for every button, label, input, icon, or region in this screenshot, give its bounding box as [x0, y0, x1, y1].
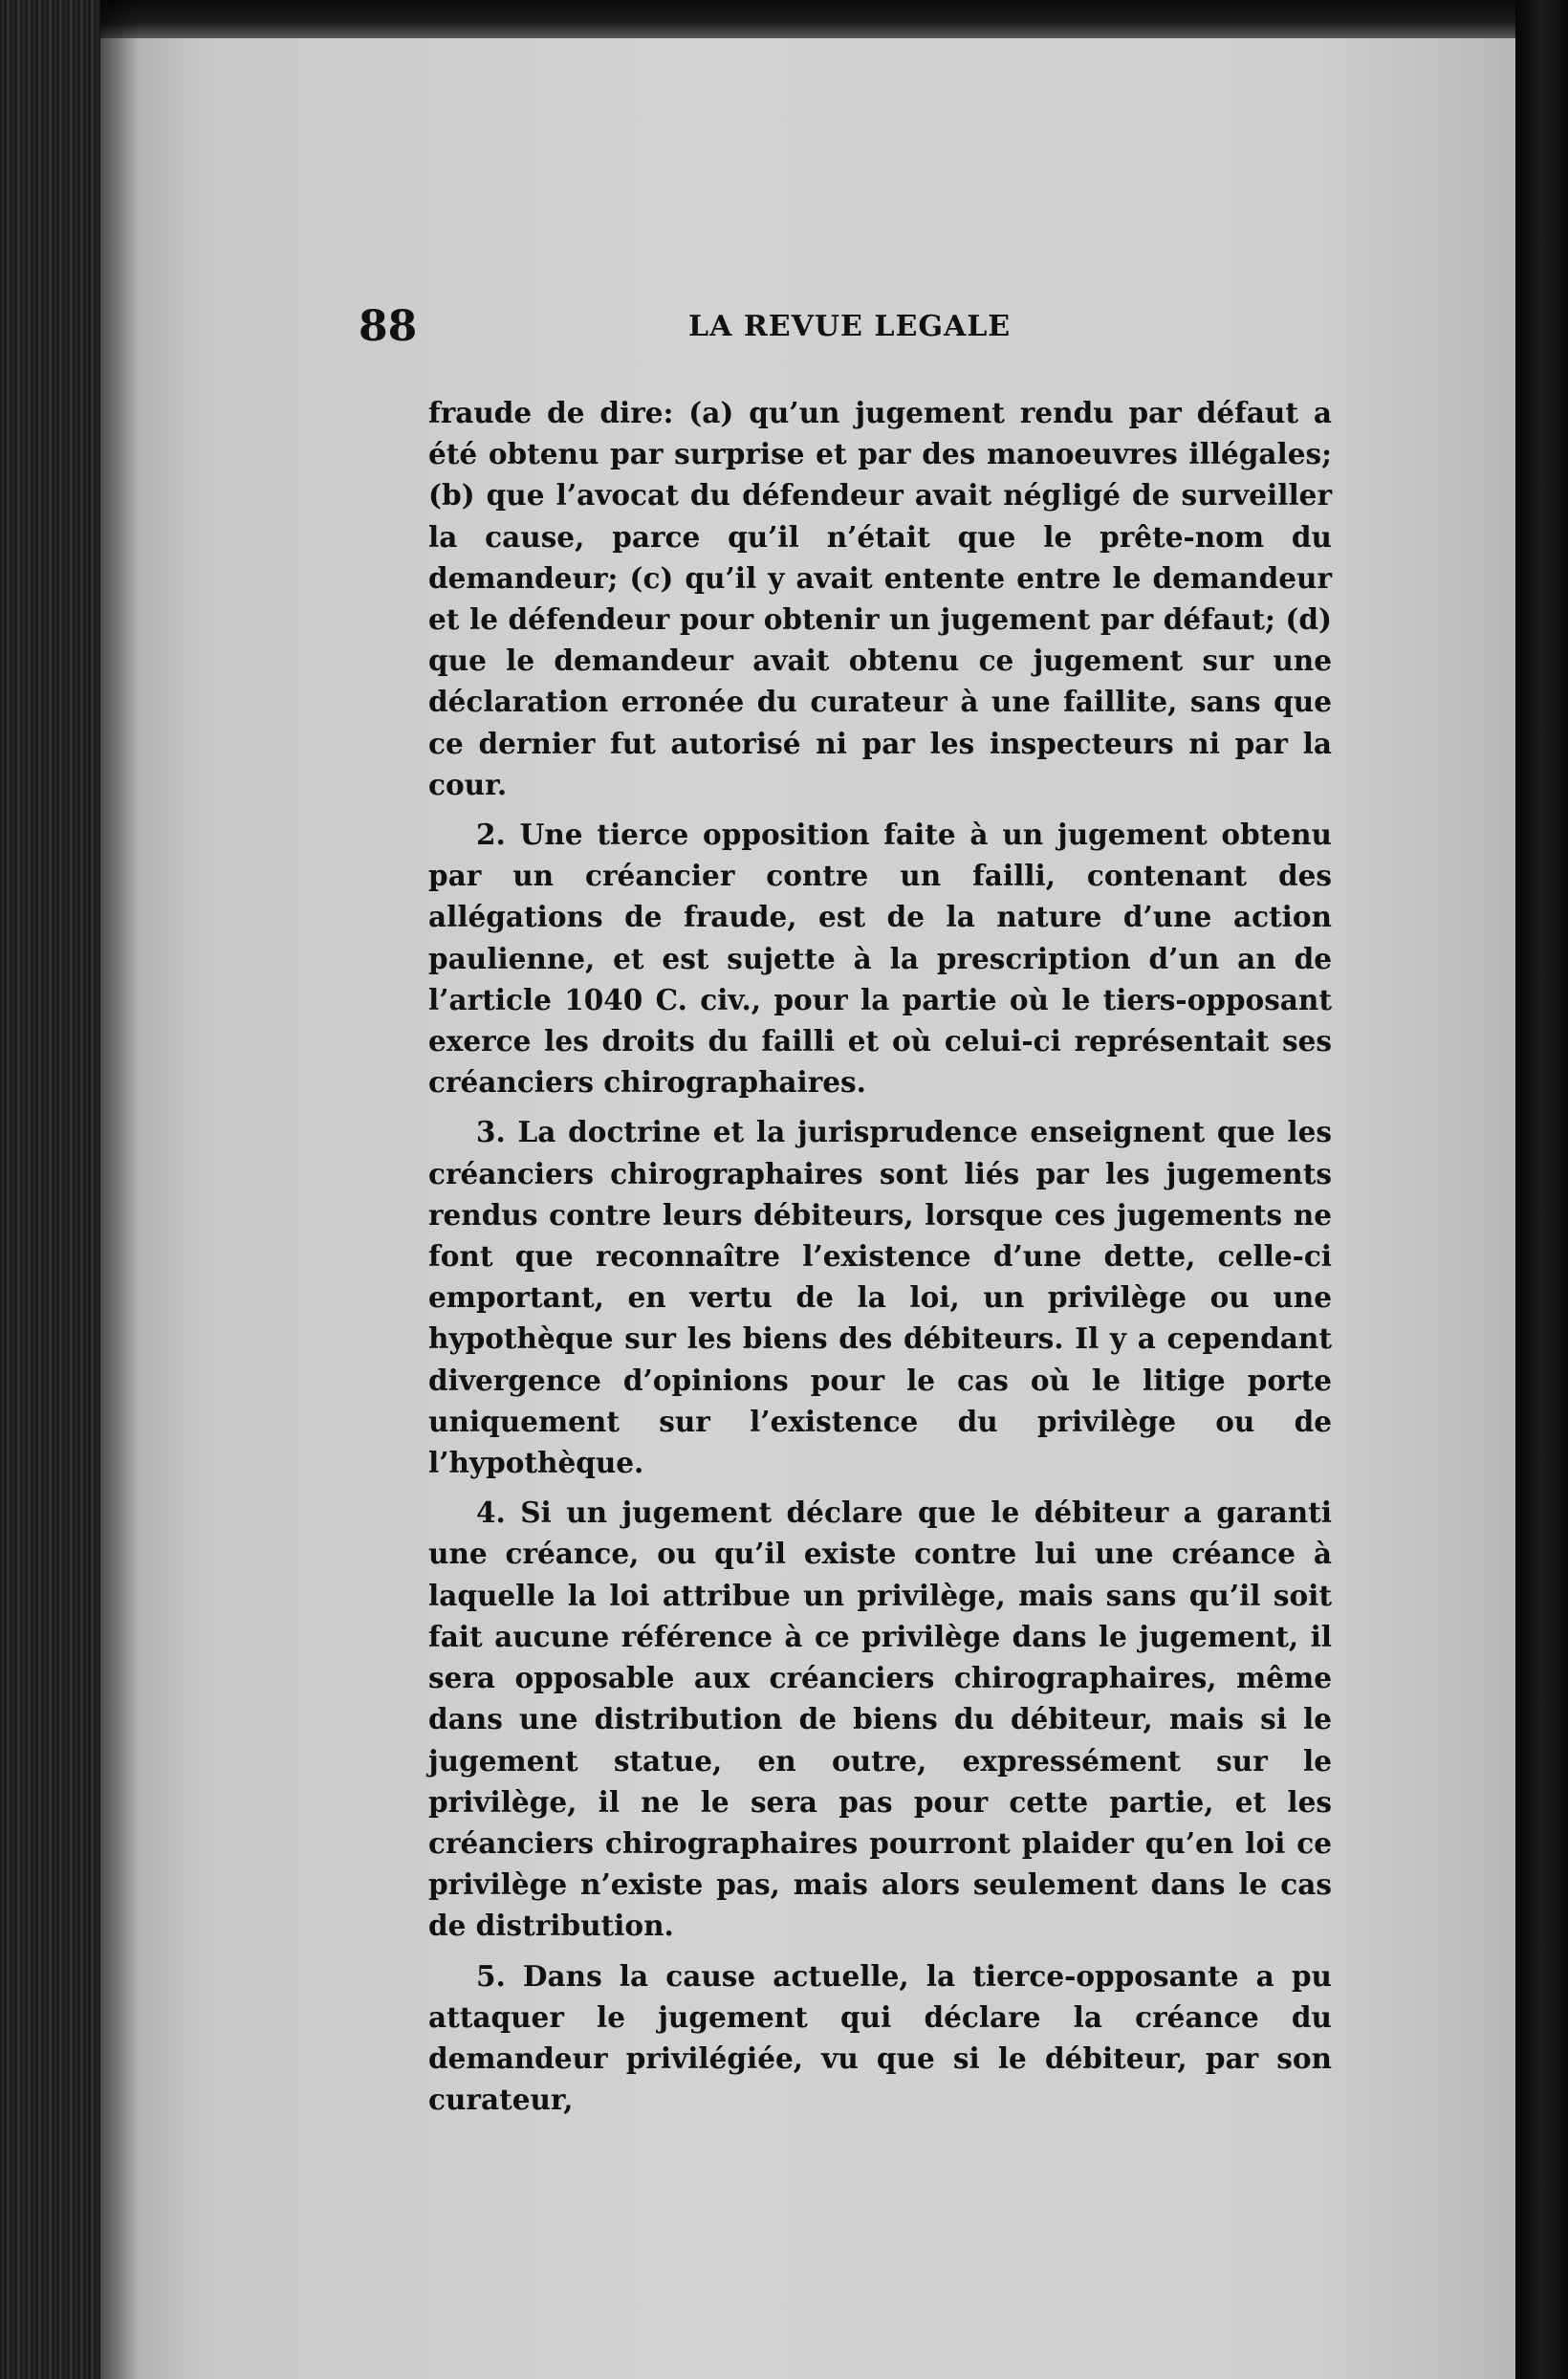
paragraph-continuation: fraude de dire: (a) qu’un jugement rendu par défaut a été obtenu par surprise et par des manoeuvres illégales; (b) que l’avocat du défendeur avait négligé de surveiller la cause, parce qu’il n’était que le prête-nom du demandeur; (c) qu’il y avait entente entre le demandeur et le défendeur pour obtenir un jugement par défaut; (d) que le demandeur avait obtenu ce jugement sur une déclaration erronée du curateur à une faillite, sans que ce dernier fut autorisé ni par les inspecteurs ni par la cour. [428, 396, 1332, 801]
paragraph-2: 2. Une tierce opposition faite à un jugement obtenu par un créancier contre un failli, contenant des allégations de fraude, est de la nature d’une action paulienne, et est sujette à la prescription d’un an de l’article 1040 C. civ., pour la partie où le tiers-opposant exerce les droits du failli et où celui-ci représentait ses créanciers chirographaires. [428, 818, 1332, 1100]
paragraph-5: 5. Dans la cause actuelle, la tierce-opposante a pu attaquer le jugement qui déclare la créance du demandeur privilégiée, vu que si le débiteur, par son curateur, [428, 1958, 1332, 2117]
paragraph-3: 3. La doctrine et la jurisprudence enseignent que les créanciers chirographaires sont liés par les jugements rendus contre leurs débiteurs, lorsque ces jugements ne font que reconnaître l’existence d’une dette, celle-ci emportant, en vertu de la loi, un privilège ou une hypothèque sur les biens des débiteurs. Il y a cependant divergence d’opinions pour le cas où le litige porte uniquement sur l’existence du privilège ou de l’hypothèque. [428, 1115, 1332, 1480]
gutter-shadow [100, 0, 139, 2379]
scan-top-border [100, 0, 1515, 38]
body-text [428, 392, 1332, 2128]
page-number: 88 [359, 302, 418, 351]
paragraph-4: 4. Si un jugement déclare que le débiteur a garanti une créance, ou qu’il existe contre lui une créance à laquelle la loi attribue un privilège, mais sans qu’il soit fait aucune référence à ce privilège dans le jugement, il sera opposable aux créanciers chirographaires, même dans une distribution de biens du débiteur, mais si le jugement statue, en outre, expressément sur le privilège, il ne le sera pas pour cette partie, et les créanciers chirographaires pourront plaider qu’en loi ce privilège n’existe pas, mais alors seulement dans le cas de distribution. [428, 1495, 1332, 1943]
journal-title: LA REVUE LEGALE [688, 310, 1012, 343]
running-head [359, 298, 1315, 356]
book-page-edges [0, 0, 100, 2379]
scan-right-border [1515, 0, 1568, 2379]
